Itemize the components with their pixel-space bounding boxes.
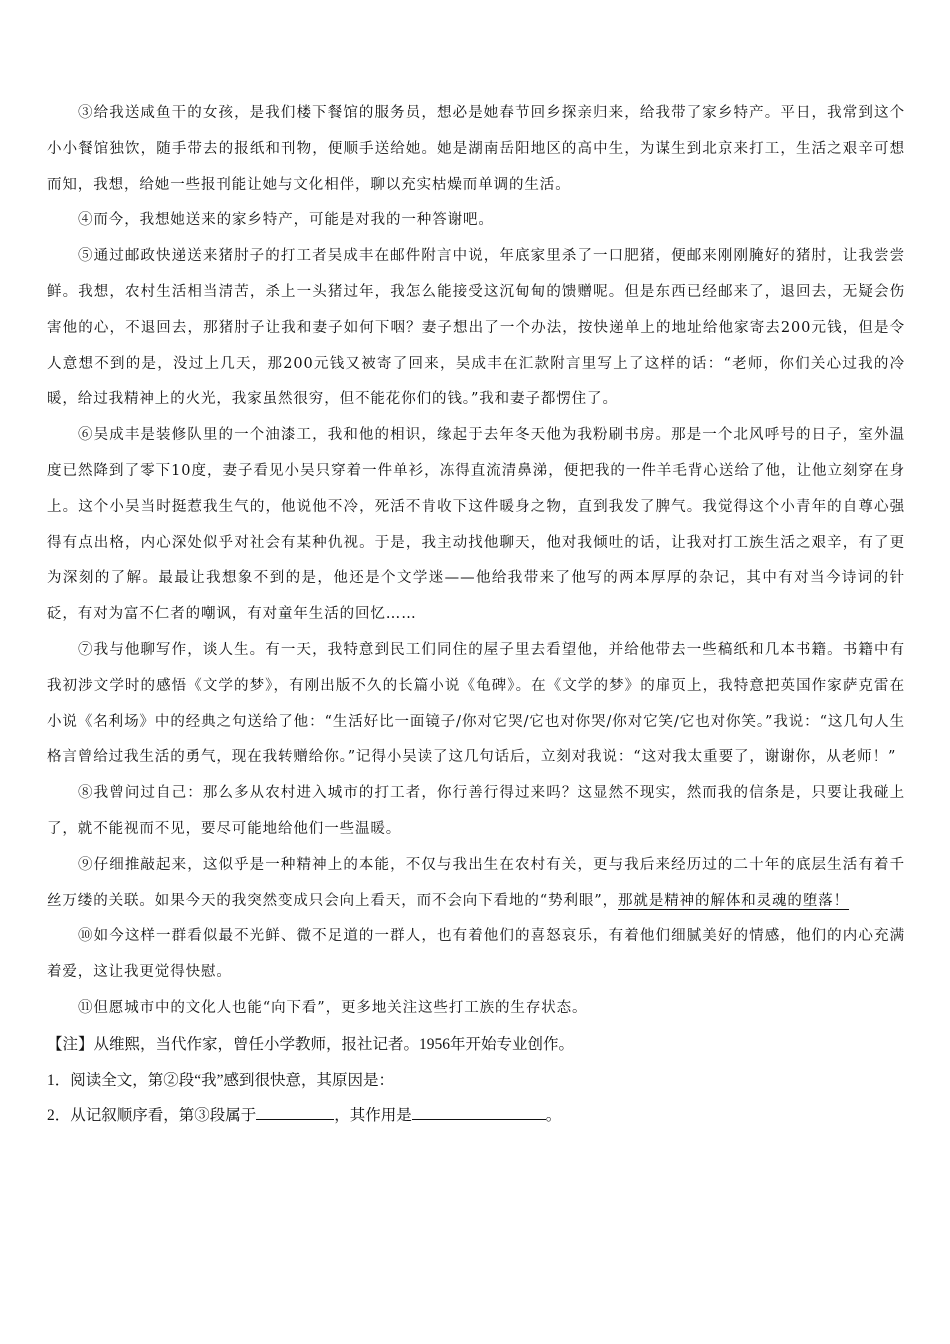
paragraph-8: ⑧我曾问过自己：那么多从农村进入城市的打工者，你行善行得过来吗？这显然不现实，然而我的信条是，只要让我碰上了，就不能视而不见，要尽可能地给他们一些温暖。 bbox=[47, 785, 905, 837]
question-1: 1．阅读全文，第②段“我”感到很快意，其原因是： bbox=[47, 1071, 395, 1089]
paragraph-4: ④而今，我想她送来的家乡特产，可能是对我的一种答谢吧。 bbox=[78, 212, 494, 229]
question-2-prefix: 2．从记叙顺序看，第③段属于 bbox=[47, 1107, 257, 1125]
question-2-middle: ，其作用是 bbox=[334, 1107, 412, 1125]
underlined-sentence: 那就是精神的解体和灵魂的堕落！ bbox=[618, 892, 850, 909]
paragraph-6: ⑥吴成丰是装修队里的一个油漆工，我和他的相识，缘起于去年冬天他为我粉刷书房。那是一个北风呼号的日子，室外温度已然降到了零下10度，妻子看见小吴只穿着一件单衫，冻得直流清鼻涕，便把我的一件羊毛背心送给了他，让他立刻穿在身上。这个小吴当时挺惹我生气的，他说他不冷，死活不肯收下这件暖身之物，直到我发了脾气。我觉得这个小青年的自尊心强得有点出格，内心深处似乎对社会有某种仇视。于是，我主动找他聊天，他对我倾吐的话，让我对打工族生活之艰辛，有了更为深刻的了解。最最让我想象不到的是，他还是个文学迷——他给我带来了他写的两本厚厚的杂记，其中有对当今诗词的针砭，有对为富不仁者的嘲讽，有对童年生活的回忆…… bbox=[47, 427, 905, 623]
question-2-end: 。 bbox=[545, 1107, 562, 1125]
answer-blank-2[interactable] bbox=[412, 1105, 546, 1120]
article-body bbox=[47, 96, 905, 1134]
author-note: 【注】从维熙，当代作家，曾任小学教师，报社记者。1956年开始专业创作。 bbox=[47, 1035, 575, 1053]
question-2 bbox=[47, 1098, 905, 1134]
paragraph-9-text: ⑨仔细推敲起来，这似乎是一种精神上的本能，不仅与我出生在农村有关，更与我后来经历过的二十年的底层生活有着千丝万缕的关联。如果今天的我突然变成只会向上看天，而不会向下看地的“势利眼”， bbox=[47, 856, 905, 909]
paragraph-5: ⑤通过邮政快递送来猪肘子的打工者吴成丰在邮件附言中说，年底家里杀了一口肥猪，便邮来刚刚腌好的猪肘，让我尝尝鲜。我想，农村生活相当清苦，杀上一头猪过年，我怎么能接受这沉甸甸的馈赠呢。但是东西已经邮来了，退回去，无疑会伤害他的心，不退回去，那猪肘子让我和妻子如何下咽？妻子想出了一个办法，按快递单上的地址给他家寄去200元钱，但是令人意想不到的是，没过上几天，那200元钱又被寄了回来，吴成丰在汇款附言里写上了这样的话：“老师，你们关心过我的冷暖，给过我精神上的火光，我家虽然很穷，但不能花你们的钱。”我和妻子都愣住了。 bbox=[47, 248, 905, 408]
paragraph-11: ⑪但愿城市中的文化人也能“向下看”，更多地关注这些打工族的生存状态。 bbox=[78, 999, 588, 1016]
paragraph-9 bbox=[47, 848, 905, 920]
paragraph-7: ⑦我与他聊写作，谈人生。有一天，我特意到民工们同住的屋子里去看望他，并给他带去一些稿纸和几本书籍。书籍中有我初涉文学时的感悟《文学的梦》，有刚出版不久的长篇小说《龟碑》。在《文学的梦》的扉页上，我特意把英国作家萨克雷在小说《名利场》中的经典之句送给了他：“生活好比一面镜子/你对它哭/它也对你哭/你对它笑/它也对你笑。”我说：“这几句人生格言曾给过我生活的勇气，现在我转赠给你。”记得小吴读了这几句话后，立刻对我说：“这对我太重要了，谢谢你，从老师！” bbox=[47, 641, 905, 766]
paragraph-10: ⑩如今这样一群看似最不光鲜、微不足道的一群人，也有着他们的喜怒哀乐，有着他们细腻美好的情感，他们的内心充满着爱，这让我更觉得快慰。 bbox=[47, 928, 905, 981]
paragraph-3: ③给我送咸鱼干的女孩，是我们楼下餐馆的服务员，想必是她春节回乡探亲归来，给我带了家乡特产。平日，我常到这个小小餐馆独饮，随手带去的报纸和刊物，便顺手送给她。她是湖南岳阳地区的高中生，为谋生到北京来打工，生活之艰辛可想而知，我想，给她一些报刊能让她与文化相伴，聊以充实枯燥而单调的生活。 bbox=[47, 105, 905, 193]
answer-blank-1[interactable] bbox=[256, 1105, 334, 1120]
